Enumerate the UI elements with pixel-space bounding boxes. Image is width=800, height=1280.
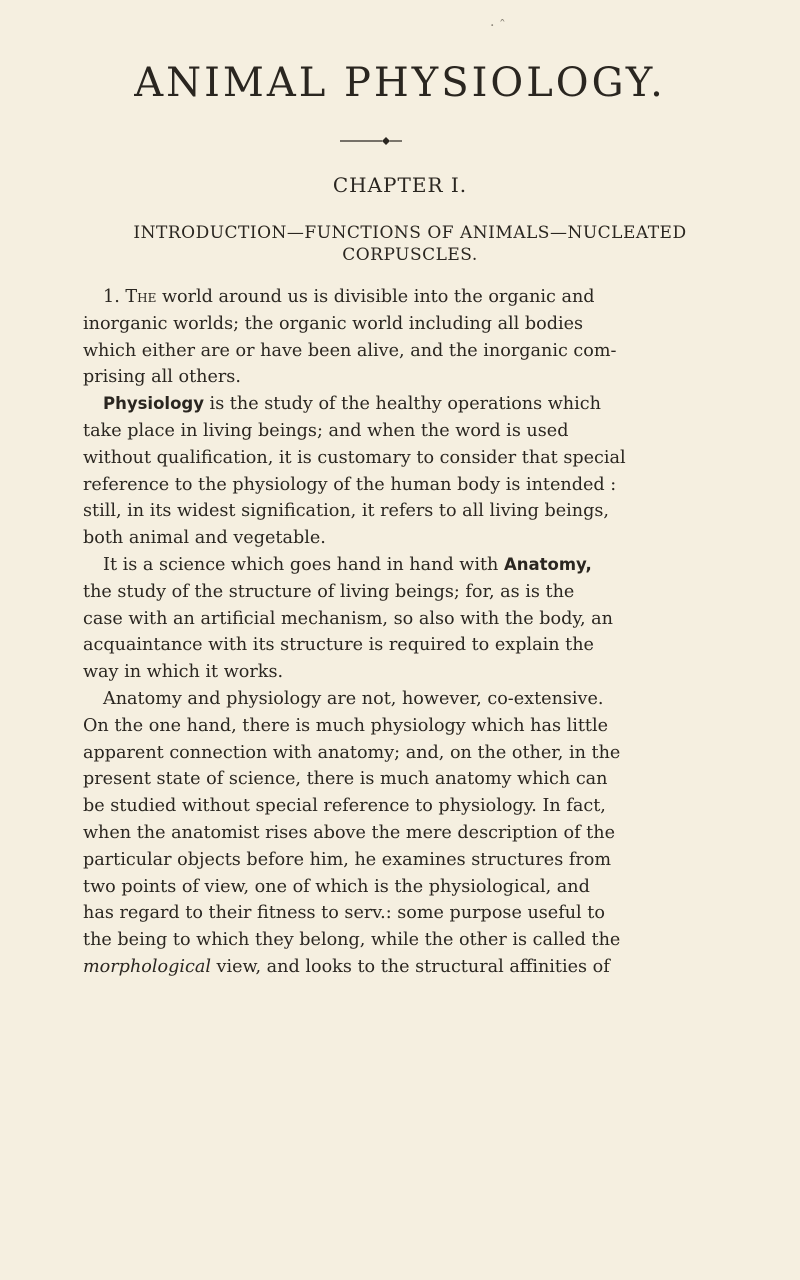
text-line — [83, 927, 740, 954]
text-line — [83, 606, 740, 633]
text-line — [83, 364, 740, 391]
line-text: view, and looks to the structural affinities of — [210, 956, 610, 977]
paragraph-number: 1. — [103, 287, 126, 307]
small-caps-word: The — [125, 287, 157, 307]
line-text: is the study of the healthy operations which — [203, 394, 601, 415]
page-title: ANIMAL PHYSIOLOGY. — [134, 60, 666, 106]
ornament-divider-icon — [340, 135, 440, 147]
text-line — [83, 740, 740, 767]
line-text: two points of view, one of which is the physiological, and — [83, 876, 590, 897]
italic-term: morphological — [83, 956, 211, 977]
chapter-heading: CHAPTER I. — [332, 173, 468, 197]
text-line — [83, 445, 740, 472]
subtitle-line: INTRODUCTION—FUNCTIONS OF ANIMALS—NUCLEATED — [133, 223, 687, 243]
text-line — [83, 498, 740, 525]
line-text: be studied without special reference to physiology. In fact, — [83, 796, 606, 817]
line-text: when the anatomist rises above the mere description of the — [83, 822, 615, 843]
line-text: take place in living beings; and when the word is used — [83, 420, 569, 441]
text-line — [83, 766, 740, 793]
line-text: Anatomy and physiology are not, however, co-extensive. — [103, 688, 604, 709]
text-line — [83, 311, 740, 338]
line-text: present state of science, there is much anatomy which can — [83, 769, 608, 790]
line-text: without qualification, it is customary to consider that special — [83, 447, 626, 468]
chapter-subtitle — [90, 222, 730, 266]
bold-term: Physiology — [103, 394, 204, 414]
text-line — [83, 338, 740, 365]
text-line — [83, 847, 740, 874]
text-line — [83, 418, 740, 445]
text-line — [83, 659, 740, 686]
text-line — [83, 820, 740, 847]
text-line — [83, 284, 740, 311]
page-mark: · ˆ — [490, 18, 506, 34]
bold-term: Anatomy, — [503, 554, 592, 574]
body-text — [83, 284, 740, 981]
line-text: both animal and vegetable. — [83, 528, 326, 549]
line-text: world around us is divisible into the organic and — [156, 287, 595, 307]
text-line — [83, 472, 740, 499]
line-text: way in which it works. — [83, 662, 284, 683]
line-text: inorganic worlds; the organic world including all bodies — [83, 313, 584, 334]
text-line — [83, 900, 740, 927]
text-line — [83, 579, 740, 606]
line-text: has regard to their fitness to serv.: some purpose useful to — [83, 903, 605, 924]
text-line — [83, 391, 740, 418]
line-text: prising all others. — [83, 367, 241, 388]
line-text: acquaintance with its structure is required to explain the — [83, 635, 594, 656]
text-line — [83, 525, 740, 552]
line-text: which either are or have been alive, and the inorganic com- — [83, 340, 617, 361]
line-text: On the one hand, there is much physiology which has little — [83, 715, 609, 736]
line-text: still, in its widest signification, it refers to all living beings, — [83, 501, 610, 522]
line-text: the study of the structure of living beings; for, as is the — [83, 581, 575, 602]
text-line — [83, 713, 740, 740]
text-line — [83, 552, 740, 579]
text-line — [83, 793, 740, 820]
text-line — [83, 954, 740, 981]
text-line — [83, 874, 740, 901]
text-line — [83, 686, 740, 713]
line-text: the being to which they belong, while the other is called the — [83, 930, 621, 951]
text-line — [83, 632, 740, 659]
subtitle-line: CORPUSCLES. — [342, 245, 478, 265]
line-text: It is a science which goes hand in hand with — [103, 554, 504, 575]
line-text: particular objects before him, he examines structures from — [83, 849, 612, 870]
line-text: reference to the physiology of the human body is intended : — [83, 474, 617, 495]
line-text: apparent connection with anatomy; and, on the other, in the — [83, 742, 621, 763]
line-text: case with an artificial mechanism, so also with the body, an — [83, 608, 613, 629]
